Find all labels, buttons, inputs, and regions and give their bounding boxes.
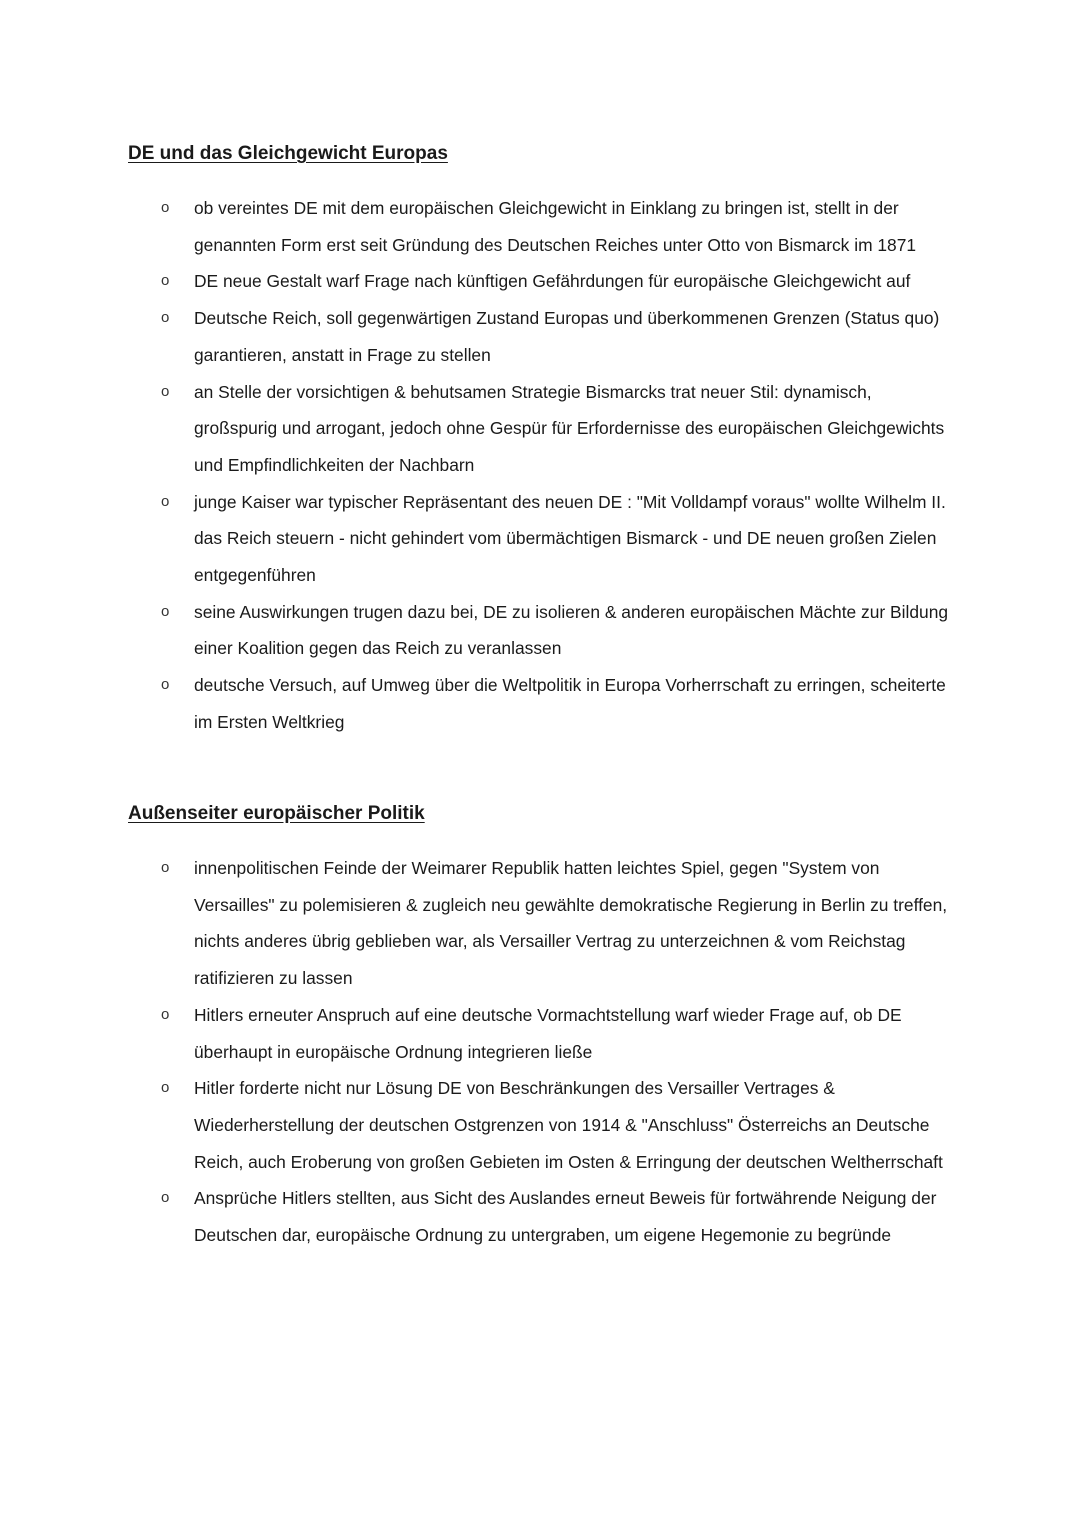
bullet-marker-icon: o: [161, 309, 170, 327]
bullet-list: [128, 190, 958, 741]
list-item: [128, 300, 958, 373]
list-item-text: innenpolitischen Feinde der Weimarer Republik hatten leichtes Spiel, gegen "System von Versailles" zu polemisieren & zugleich neu gewählte demokratische Regierung in Berlin zu treffen, nichts anderes übrig geblieben war, als Versailler Vertrag zu unterzeichnen & vom Reichstag ratifizieren zu lassen: [194, 858, 948, 989]
bullet-marker-icon: o: [161, 1079, 170, 1097]
bullet-marker-icon: o: [161, 1005, 170, 1023]
list-item-text: Hitlers erneuter Anspruch auf eine deutsche Vormachtstellung warf wieder Frage auf, ob DE überhaupt in europäische Ordnung integrieren ließe: [194, 1004, 902, 1062]
bullet-marker-icon: o: [161, 602, 170, 620]
list-item: [128, 374, 958, 484]
list-item: [128, 850, 958, 997]
section-heading: DE und das Gleichgewicht Europas: [128, 143, 448, 164]
list-item-text: Hitler forderte nicht nur Lösung DE von Beschränkungen des Versailler Vertrages & Wiederherstellung der deutschen Ostgrenzen von 1914 & "Anschluss" Österreichs an Deutsche Reich, auch Eroberung von großen Gebieten im Osten & Erringung der deutschen Weltherrschaft: [194, 1078, 943, 1172]
bullet-marker-icon: o: [161, 676, 170, 694]
list-item: [128, 484, 958, 594]
list-item-text: DE neue Gestalt warf Frage nach künftigen Gefährdungen für europäische Gleichgewicht auf: [194, 271, 911, 292]
section-gleichgewicht: [128, 140, 958, 741]
list-item: [128, 594, 958, 667]
list-item: [128, 667, 958, 740]
list-item: [128, 263, 958, 300]
list-item: [128, 997, 958, 1070]
bullet-marker-icon: o: [161, 1189, 170, 1207]
section-heading: Außenseiter europäischer Politik: [128, 803, 425, 824]
list-item-text: an Stelle der vorsichtigen & behutsamen Strategie Bismarcks trat neuer Stil: dynamisch, großspurig und arrogant, jedoch ohne Gespür für Erfordernisse des europäischen Gleichgewichts und Empfindlichkeiten der Nachbarn: [194, 381, 945, 475]
list-item: [128, 1180, 958, 1253]
bullet-marker-icon: o: [161, 859, 170, 876]
list-item-text: Deutsche Reich, soll gegenwärtigen Zustand Europas und überkommenen Grenzen (Status quo) garantieren, anstatt in Frage zu stellen: [194, 308, 940, 365]
bullet-marker-icon: o: [161, 199, 170, 216]
bullet-list: [128, 850, 958, 1254]
bullet-marker-icon: o: [161, 272, 170, 290]
list-item-text: Ansprüche Hitlers stellten, aus Sicht des Auslandes erneut Beweis für fortwährende Neigung der Deutschen dar, europäische Ordnung zu untergraben, um eigene Hegemonie zu begründe: [194, 1188, 937, 1246]
list-item-text: ob vereintes DE mit dem europäischen Gleichgewicht in Einklang zu bringen ist, stellt in der genannten Form erst seit Gründung des Deutschen Reiches unter Otto von Bismarck im 1871: [194, 198, 917, 255]
list-item: [128, 1070, 958, 1180]
list-item-text: seine Auswirkungen trugen dazu bei, DE zu isolieren & anderen europäischen Mächte zur Bildung einer Koalition gegen das Reich zu veranlassen: [194, 601, 949, 659]
bullet-marker-icon: o: [161, 492, 170, 510]
bullet-marker-icon: o: [161, 382, 170, 400]
list-item-text: deutsche Versuch, auf Umweg über die Weltpolitik in Europa Vorherrschaft zu erringen, scheiterte im Ersten Weltkrieg: [194, 675, 946, 732]
list-item-text: junge Kaiser war typischer Repräsentant des neuen DE : "Mit Volldampf voraus" wollte Wilhelm II. das Reich steuern - nicht gehindert vom übermächtigen Bismarck - und DE neuen großen Zielen entgegenführen: [194, 491, 946, 586]
section-aussenseiter: [128, 800, 958, 1254]
list-item: [128, 190, 958, 263]
